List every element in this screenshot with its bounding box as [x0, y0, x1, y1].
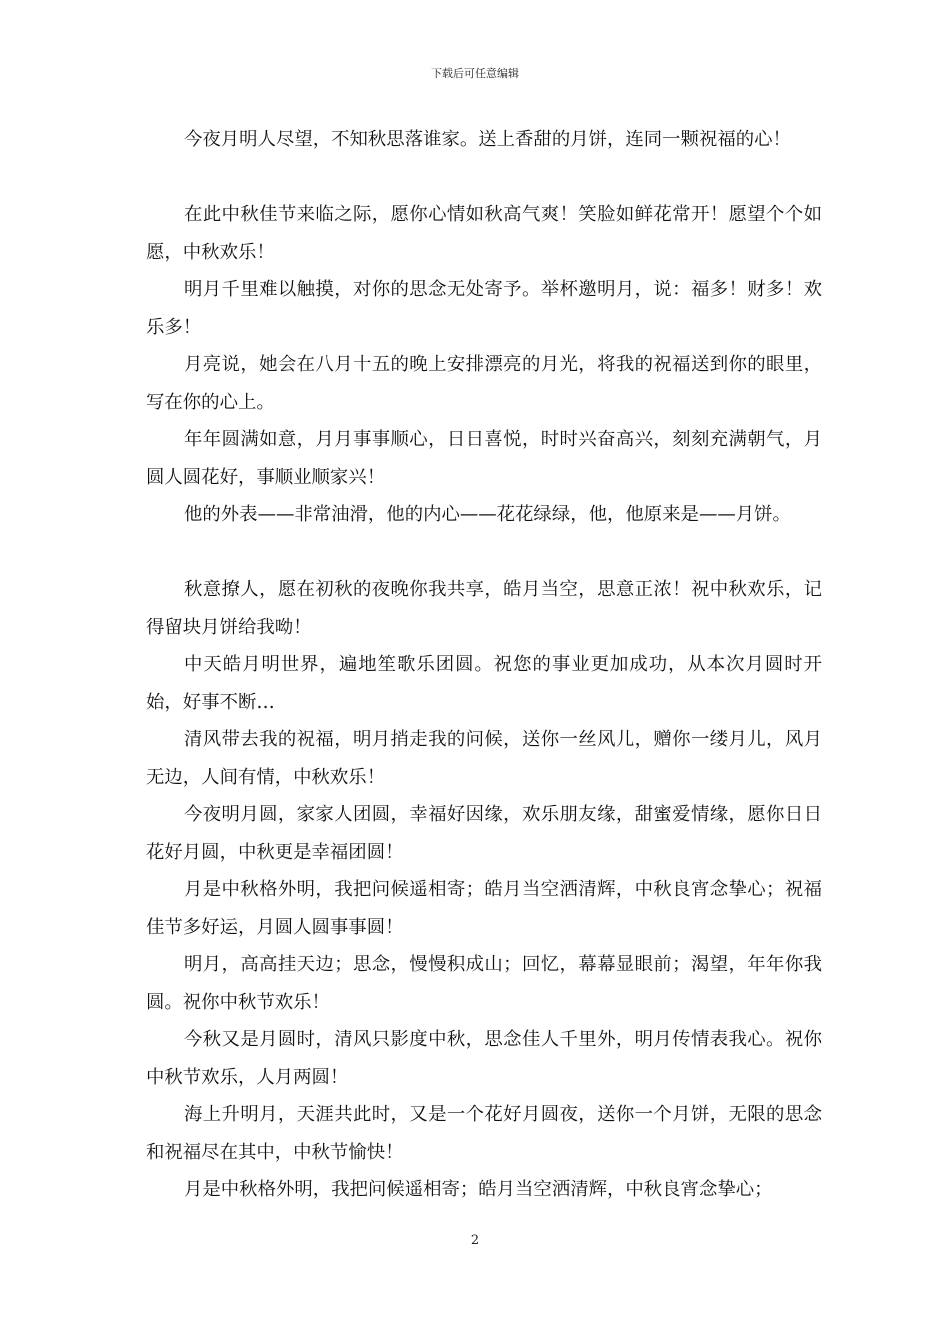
paragraph: 今夜明月圆，家家人团圆，幸福好因缘，欢乐朋友缘，甜蜜爱情缘，愿你日日花好月圆，中秋更是幸福团圆！ [146, 804, 822, 863]
paragraph: 在此中秋佳节来临之际，愿你心情如秋高气爽！笑脸如鲜花常开！愿望个个如愿，中秋欢乐！ [146, 204, 822, 263]
paragraph: 他的外表——非常油滑，他的内心——花花绿绿，他，他原来是——月饼。 [184, 504, 791, 525]
paragraph: 明月千里难以触摸，对你的思念无处寄予。举杯邀明月，说：福多！财多！欢乐多！ [146, 279, 822, 338]
paragraph: 秋意撩人，愿在初秋的夜晚你我共享，皓月当空，思意正浓！祝中秋欢乐，记得留块月饼给我呦！ [146, 579, 822, 638]
paragraph: 海上升明月，天涯共此时，又是一个花好月圆夜，送你一个月饼，无限的思念和祝福尽在其中，中秋节愉快！ [146, 1104, 822, 1163]
document-body [146, 121, 822, 1209]
paragraph: 清风带去我的祝福，明月捎走我的问候，送你一丝风儿，赠你一缕月儿，风月无边，人间有情，中秋欢乐！ [146, 729, 822, 788]
paragraph: 月亮说，她会在八月十五的晚上安排漂亮的月光，将我的祝福送到你的眼里，写在你的心上。 [146, 354, 822, 413]
paragraph: 月是中秋格外明，我把问候遥相寄；皓月当空洒清辉，中秋良宵念挚心； [184, 1179, 773, 1200]
paragraph: 明月，高高挂天边；思念，慢慢积成山；回忆，幕幕显眼前；渴望，年年你我圆。祝你中秋节欢乐！ [146, 954, 822, 1013]
paragraph: 今秋又是月圆时，清风只影度中秋，思念佳人千里外，明月传情表我心。祝你中秋节欢乐，人月两圆！ [146, 1029, 822, 1088]
page-number: 2 [470, 1233, 480, 1248]
paragraph-gap [146, 534, 822, 572]
paragraph: 年年圆满如意，月月事事顺心，日日喜悦，时时兴奋高兴，刻刻充满朝气，月圆人圆花好，事顺业顺家兴！ [146, 429, 822, 488]
paragraph-gap [146, 159, 822, 197]
page-header: 下载后可任意编辑 [431, 67, 519, 80]
paragraph: 月是中秋格外明，我把问候遥相寄；皓月当空洒清辉，中秋良宵念挚心；祝福佳节多好运，月圆人圆事事圆！ [146, 879, 822, 938]
paragraph: 今夜月明人尽望，不知秋思落谁家。送上香甜的月饼，连同一颗祝福的心！ [184, 129, 791, 150]
paragraph: 中天皓月明世界，遍地笙歌乐团圆。祝您的事业更加成功，从本次月圆时开始，好事不断… [146, 654, 822, 713]
